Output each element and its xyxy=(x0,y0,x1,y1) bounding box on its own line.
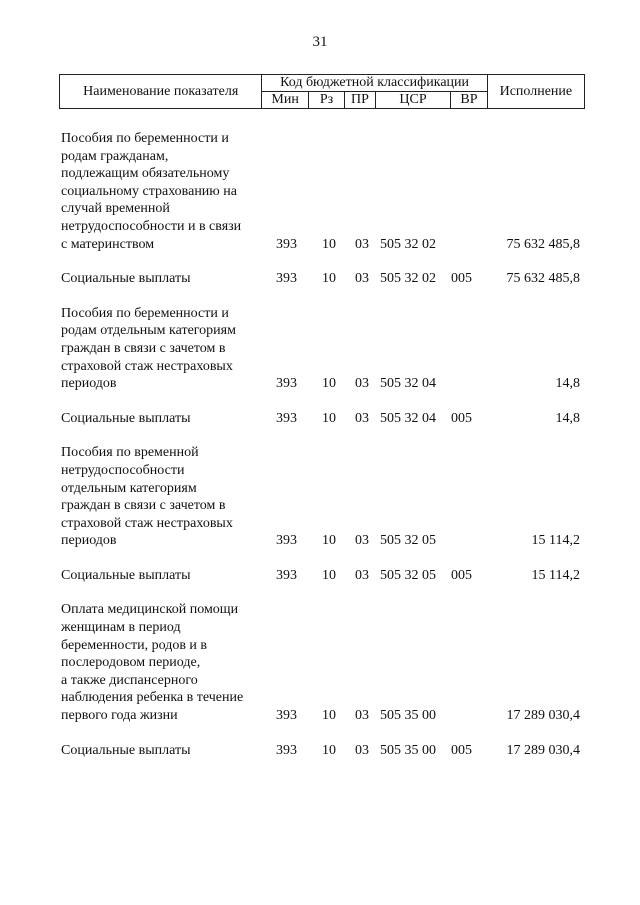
row-name: Социальные выплаты xyxy=(61,567,191,583)
row-name: Пособия по временной нетрудоспособности отдельным категориям граждан в связи с зачетом в страховой стаж нестраховых периодов xyxy=(61,445,233,549)
row-csr: 505 32 04 xyxy=(380,376,436,392)
row-min: 393 xyxy=(276,236,297,252)
row-execution: 75 632 485,8 xyxy=(506,236,580,252)
row-min: 393 xyxy=(276,742,297,758)
row-pr: 03 xyxy=(355,742,369,758)
table-row xyxy=(0,444,640,550)
row-pr: 03 xyxy=(355,271,369,287)
row-csr: 505 32 04 xyxy=(380,410,436,426)
row-name: Социальные выплаты xyxy=(61,742,191,758)
header-pr: ПР xyxy=(345,92,376,109)
table-row xyxy=(0,742,640,760)
row-execution: 17 289 030,4 xyxy=(506,708,580,724)
row-rz: 10 xyxy=(322,742,336,758)
row-pr: 03 xyxy=(355,533,369,549)
header-csr: ЦСР xyxy=(375,92,451,109)
header-rz: Рз xyxy=(308,92,344,109)
table-row xyxy=(0,270,640,288)
table-row xyxy=(0,410,640,428)
row-execution: 75 632 485,8 xyxy=(506,271,580,287)
row-pr: 03 xyxy=(355,376,369,392)
row-execution: 14,8 xyxy=(555,410,580,426)
table-header xyxy=(59,74,585,109)
header-name-column: Наименование показателя xyxy=(60,75,262,109)
row-execution: 14,8 xyxy=(555,376,580,392)
table-row xyxy=(0,130,640,253)
row-execution: 17 289 030,4 xyxy=(506,742,580,758)
header-budget-code-group: Код бюджетной классификации xyxy=(262,75,487,92)
header-vr: ВР xyxy=(451,92,487,109)
row-execution: 15 114,2 xyxy=(531,533,580,549)
row-min: 393 xyxy=(276,271,297,287)
row-min: 393 xyxy=(276,708,297,724)
row-csr: 505 35 00 xyxy=(380,742,436,758)
table-row xyxy=(0,567,640,585)
row-rz: 10 xyxy=(322,410,336,426)
row-execution: 15 114,2 xyxy=(531,567,580,583)
row-rz: 10 xyxy=(322,533,336,549)
row-vr: 005 xyxy=(451,567,472,583)
table-row xyxy=(0,305,640,393)
row-name: Социальные выплаты xyxy=(61,410,191,426)
row-min: 393 xyxy=(276,567,297,583)
header-execution-column: Исполнение xyxy=(487,75,584,109)
row-name: Пособия по беременности и родам гражданам, подлежащим обязательному социальному страхованию на случай временной нетрудоспособности и в связи с материнством xyxy=(61,131,242,252)
header-min: Мин xyxy=(262,92,308,109)
row-min: 393 xyxy=(276,410,297,426)
row-rz: 10 xyxy=(322,376,336,392)
row-vr: 005 xyxy=(451,410,472,426)
row-pr: 03 xyxy=(355,567,369,583)
row-csr: 505 35 00 xyxy=(380,708,436,724)
row-name: Социальные выплаты xyxy=(61,271,191,287)
row-min: 393 xyxy=(276,376,297,392)
table-row xyxy=(0,601,640,724)
row-rz: 10 xyxy=(322,271,336,287)
row-rz: 10 xyxy=(322,708,336,724)
page-number: 31 xyxy=(312,34,328,50)
row-min: 393 xyxy=(276,533,297,549)
row-name: Пособия по беременности и родам отдельным категориям граждан в связи с зачетом в страховой стаж нестраховых периодов xyxy=(61,305,236,392)
row-csr: 505 32 02 xyxy=(380,271,436,287)
row-vr: 005 xyxy=(451,742,472,758)
row-vr: 005 xyxy=(451,271,472,287)
row-pr: 03 xyxy=(355,410,369,426)
row-rz: 10 xyxy=(322,236,336,252)
row-pr: 03 xyxy=(355,708,369,724)
row-pr: 03 xyxy=(355,236,369,252)
row-csr: 505 32 05 xyxy=(380,567,436,583)
row-csr: 505 32 05 xyxy=(380,533,436,549)
row-rz: 10 xyxy=(322,567,336,583)
table-body xyxy=(0,130,640,759)
row-csr: 505 32 02 xyxy=(380,236,436,252)
row-name: Оплата медицинской помощи женщинам в период беременности, родов и в послеродовом периоде, а также диспансерного наблюдения ребенка в течение первого года жизни xyxy=(61,602,244,724)
